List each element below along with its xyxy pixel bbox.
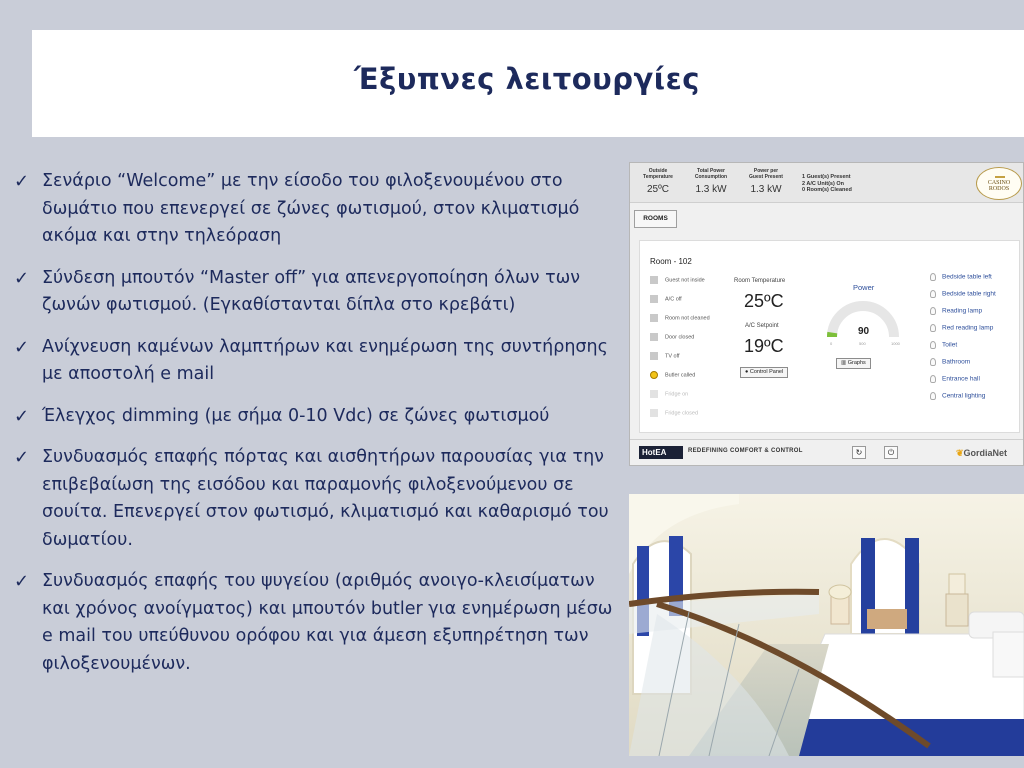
status-label: TV off <box>665 353 680 360</box>
logo-text: CASINO RODOS <box>987 180 1011 192</box>
status-cleaning <box>650 314 710 322</box>
fridge-icon <box>650 390 658 398</box>
control-panel-icon: ● <box>745 369 750 375</box>
power-value: 90 <box>858 326 870 337</box>
room-temperature-label: Room Temperature <box>734 278 786 284</box>
light-label: Reading lamp <box>942 307 983 315</box>
power-per-guest-label: Power per <box>753 168 779 174</box>
bulb-icon <box>930 290 936 298</box>
guests-present: 1 Guest(s) Present <box>802 174 851 180</box>
check-icon: ✓ <box>14 267 30 289</box>
light-reading-lamp[interactable] <box>930 307 982 315</box>
light-label: Red reading lamp <box>942 324 994 332</box>
status-label: A/C off <box>665 296 682 303</box>
status-door <box>650 333 694 341</box>
setpoint-label: A/C Setpoint <box>745 323 779 329</box>
bulb-icon <box>930 375 936 383</box>
gordianet-logo <box>956 448 1007 459</box>
vendor-name: GordiaNet <box>963 448 1008 458</box>
power-icon: ⏻ <box>887 448 895 457</box>
bullet-text: Έλεγχος dimming (με σήμα 0-10 Vdc) σε ζώνες φωτισμού <box>42 405 550 426</box>
footer-tagline: REDEFINING COMFORT & CONTROL <box>688 448 803 454</box>
light-bedside-right[interactable] <box>930 290 996 298</box>
setpoint-value: 19ºC <box>744 336 784 356</box>
light-central[interactable] <box>930 392 985 400</box>
ac-units-on: 2 A/C Unit(s) On <box>802 180 844 187</box>
check-icon: ✓ <box>14 571 30 592</box>
light-bedside-left[interactable] <box>930 273 992 281</box>
outside-temp-label: Outside <box>648 168 668 174</box>
check-icon: ✓ <box>14 405 30 427</box>
status-fridge-on <box>650 390 688 398</box>
status-butler <box>650 371 695 379</box>
bulb-icon <box>930 358 936 366</box>
panel-footer <box>630 439 1023 465</box>
light-label: Toilet <box>942 341 958 349</box>
slide-title: Έξυπνες λειτουργίες <box>354 62 700 96</box>
door-icon <box>650 333 658 341</box>
status-label: Door closed <box>665 334 695 341</box>
gauge-max: 1000 <box>891 341 900 346</box>
status-label: Guest not inside <box>665 277 705 284</box>
bullet-item <box>14 168 614 251</box>
refresh-icon: ↻ <box>855 448 863 457</box>
bulb-icon <box>930 392 936 400</box>
rooms-cleaned: 0 Room(s) Cleaned <box>802 187 852 193</box>
light-bathroom[interactable] <box>930 358 970 366</box>
refresh-button[interactable] <box>852 446 866 459</box>
room-control-panel <box>629 162 1024 466</box>
gauge-min: 0 <box>830 341 833 346</box>
light-label: Bathroom <box>942 358 971 366</box>
light-label: Central lighting <box>942 392 986 400</box>
status-label: Fridge closed <box>665 410 699 417</box>
check-icon: ✓ <box>14 447 30 468</box>
power-per-guest-value: 1.3 kW <box>750 184 782 195</box>
control-panel-label: Control Panel <box>749 369 784 375</box>
power-per-guest <box>744 168 788 195</box>
crown-icon <box>995 171 1005 178</box>
room-detail <box>639 240 1020 433</box>
bullet-text: Ανίχνευση καμένων λαμπτήρων και ενημέρωση της συντήρησης με αποστολή e mail <box>42 336 608 384</box>
status-label: Fridge on <box>665 391 689 398</box>
status-ac <box>650 295 682 303</box>
bullet-item <box>14 568 614 678</box>
rooms-button[interactable]: ROOMS <box>634 210 677 228</box>
bulb-icon <box>930 324 936 332</box>
check-icon: ✓ <box>14 171 30 192</box>
bullet-item <box>14 444 614 554</box>
total-power <box>690 168 732 195</box>
light-label: Bedside table right <box>942 290 996 298</box>
gauge-mid: 500 <box>859 341 866 346</box>
hotea-logo: HotEA <box>639 446 683 459</box>
bulb-icon <box>930 273 936 281</box>
light-red-reading-lamp[interactable] <box>930 324 993 332</box>
power-label: Power <box>853 283 875 292</box>
total-power-value: 1.3 kW <box>695 184 727 195</box>
status-tv <box>650 352 680 360</box>
outside-temperature <box>640 168 676 195</box>
bullet-text: Συνδυασμός επαφής του ψυγείου (αριθμός ανοιγο-κλεισίματων και χρόνος ανοίγματος) και μπουτόν butler για ενημέρωση μέσω e mail του υπεύθυνου ορόφου και για άμεση εξυπηρέτηση των φιλοξενουμένων. <box>42 571 613 674</box>
presence-summary <box>802 174 852 194</box>
bullet-text: Σενάριο “Welcome” με την είσοδο του φιλοξενουμένου στο δωμάτιο που επενεργεί σε ζώνες φωτισμού, στον κλιματισμό ακόμα και στην τηλεόραση <box>42 171 580 246</box>
bullet-list <box>14 168 614 692</box>
graphs-button[interactable] <box>836 358 871 369</box>
room-temperature-value: 25ºC <box>744 291 784 311</box>
light-toilet[interactable] <box>930 341 957 349</box>
status-fridge-door <box>650 409 698 417</box>
light-label: Entrance hall <box>942 375 980 383</box>
summary-bar <box>630 163 1023 203</box>
power-button[interactable] <box>884 446 898 459</box>
check-icon: ✓ <box>14 336 30 358</box>
graphs-label: Graphs <box>847 360 866 366</box>
light-entrance-hall[interactable] <box>930 375 980 383</box>
outside-temp-value: 25ºC <box>647 184 669 195</box>
tv-icon <box>650 352 658 360</box>
room-illustration <box>629 494 1024 756</box>
room-title: Room - 102 <box>650 257 692 266</box>
power-per-guest-label-2: Guest Present <box>749 174 783 180</box>
fridge-door-icon <box>650 409 658 417</box>
total-power-label-2: Consumption <box>694 174 728 180</box>
status-label: Room not cleaned <box>665 315 710 322</box>
bulb-icon <box>930 341 936 349</box>
gordianet-mark-icon: ❦ <box>956 448 964 458</box>
person-icon <box>650 276 658 284</box>
light-label: Bedside table left <box>942 273 992 281</box>
outside-temp-label-2: Temperature <box>643 174 673 180</box>
bullet-item <box>14 334 614 389</box>
bullet-text: Συνδυασμός επαφής πόρτας και αισθητήρων παρουσίας για την επιβεβαίωση της εισόδου και παραμονής φιλοξενούμενου σε σουίτα. Επενεργεί στον φωτισμό, κλιματισμό και καθαρισμό του δωματίου. <box>42 447 609 550</box>
hotel-room-photo <box>629 494 1024 756</box>
fan-icon <box>650 295 658 303</box>
bullet-item <box>14 265 614 320</box>
bulb-icon <box>930 307 936 315</box>
chart-icon: ▥ <box>841 360 848 366</box>
status-label: Butler called <box>665 372 696 379</box>
total-power-label: Total Power <box>697 168 725 174</box>
status-guest <box>650 276 705 284</box>
casino-rodos-logo <box>976 167 1022 200</box>
butler-bell-icon <box>650 371 658 379</box>
broom-icon <box>650 314 658 322</box>
control-panel-button[interactable] <box>740 367 788 378</box>
bullet-item <box>14 403 614 431</box>
bullet-text: Σύνδεση μπουτόν “Master off” για απενεργοποίηση όλων των ζωνών φωτισμού. (Εγκαθίστανται δίπλα στο κρεβάτι) <box>42 267 581 315</box>
